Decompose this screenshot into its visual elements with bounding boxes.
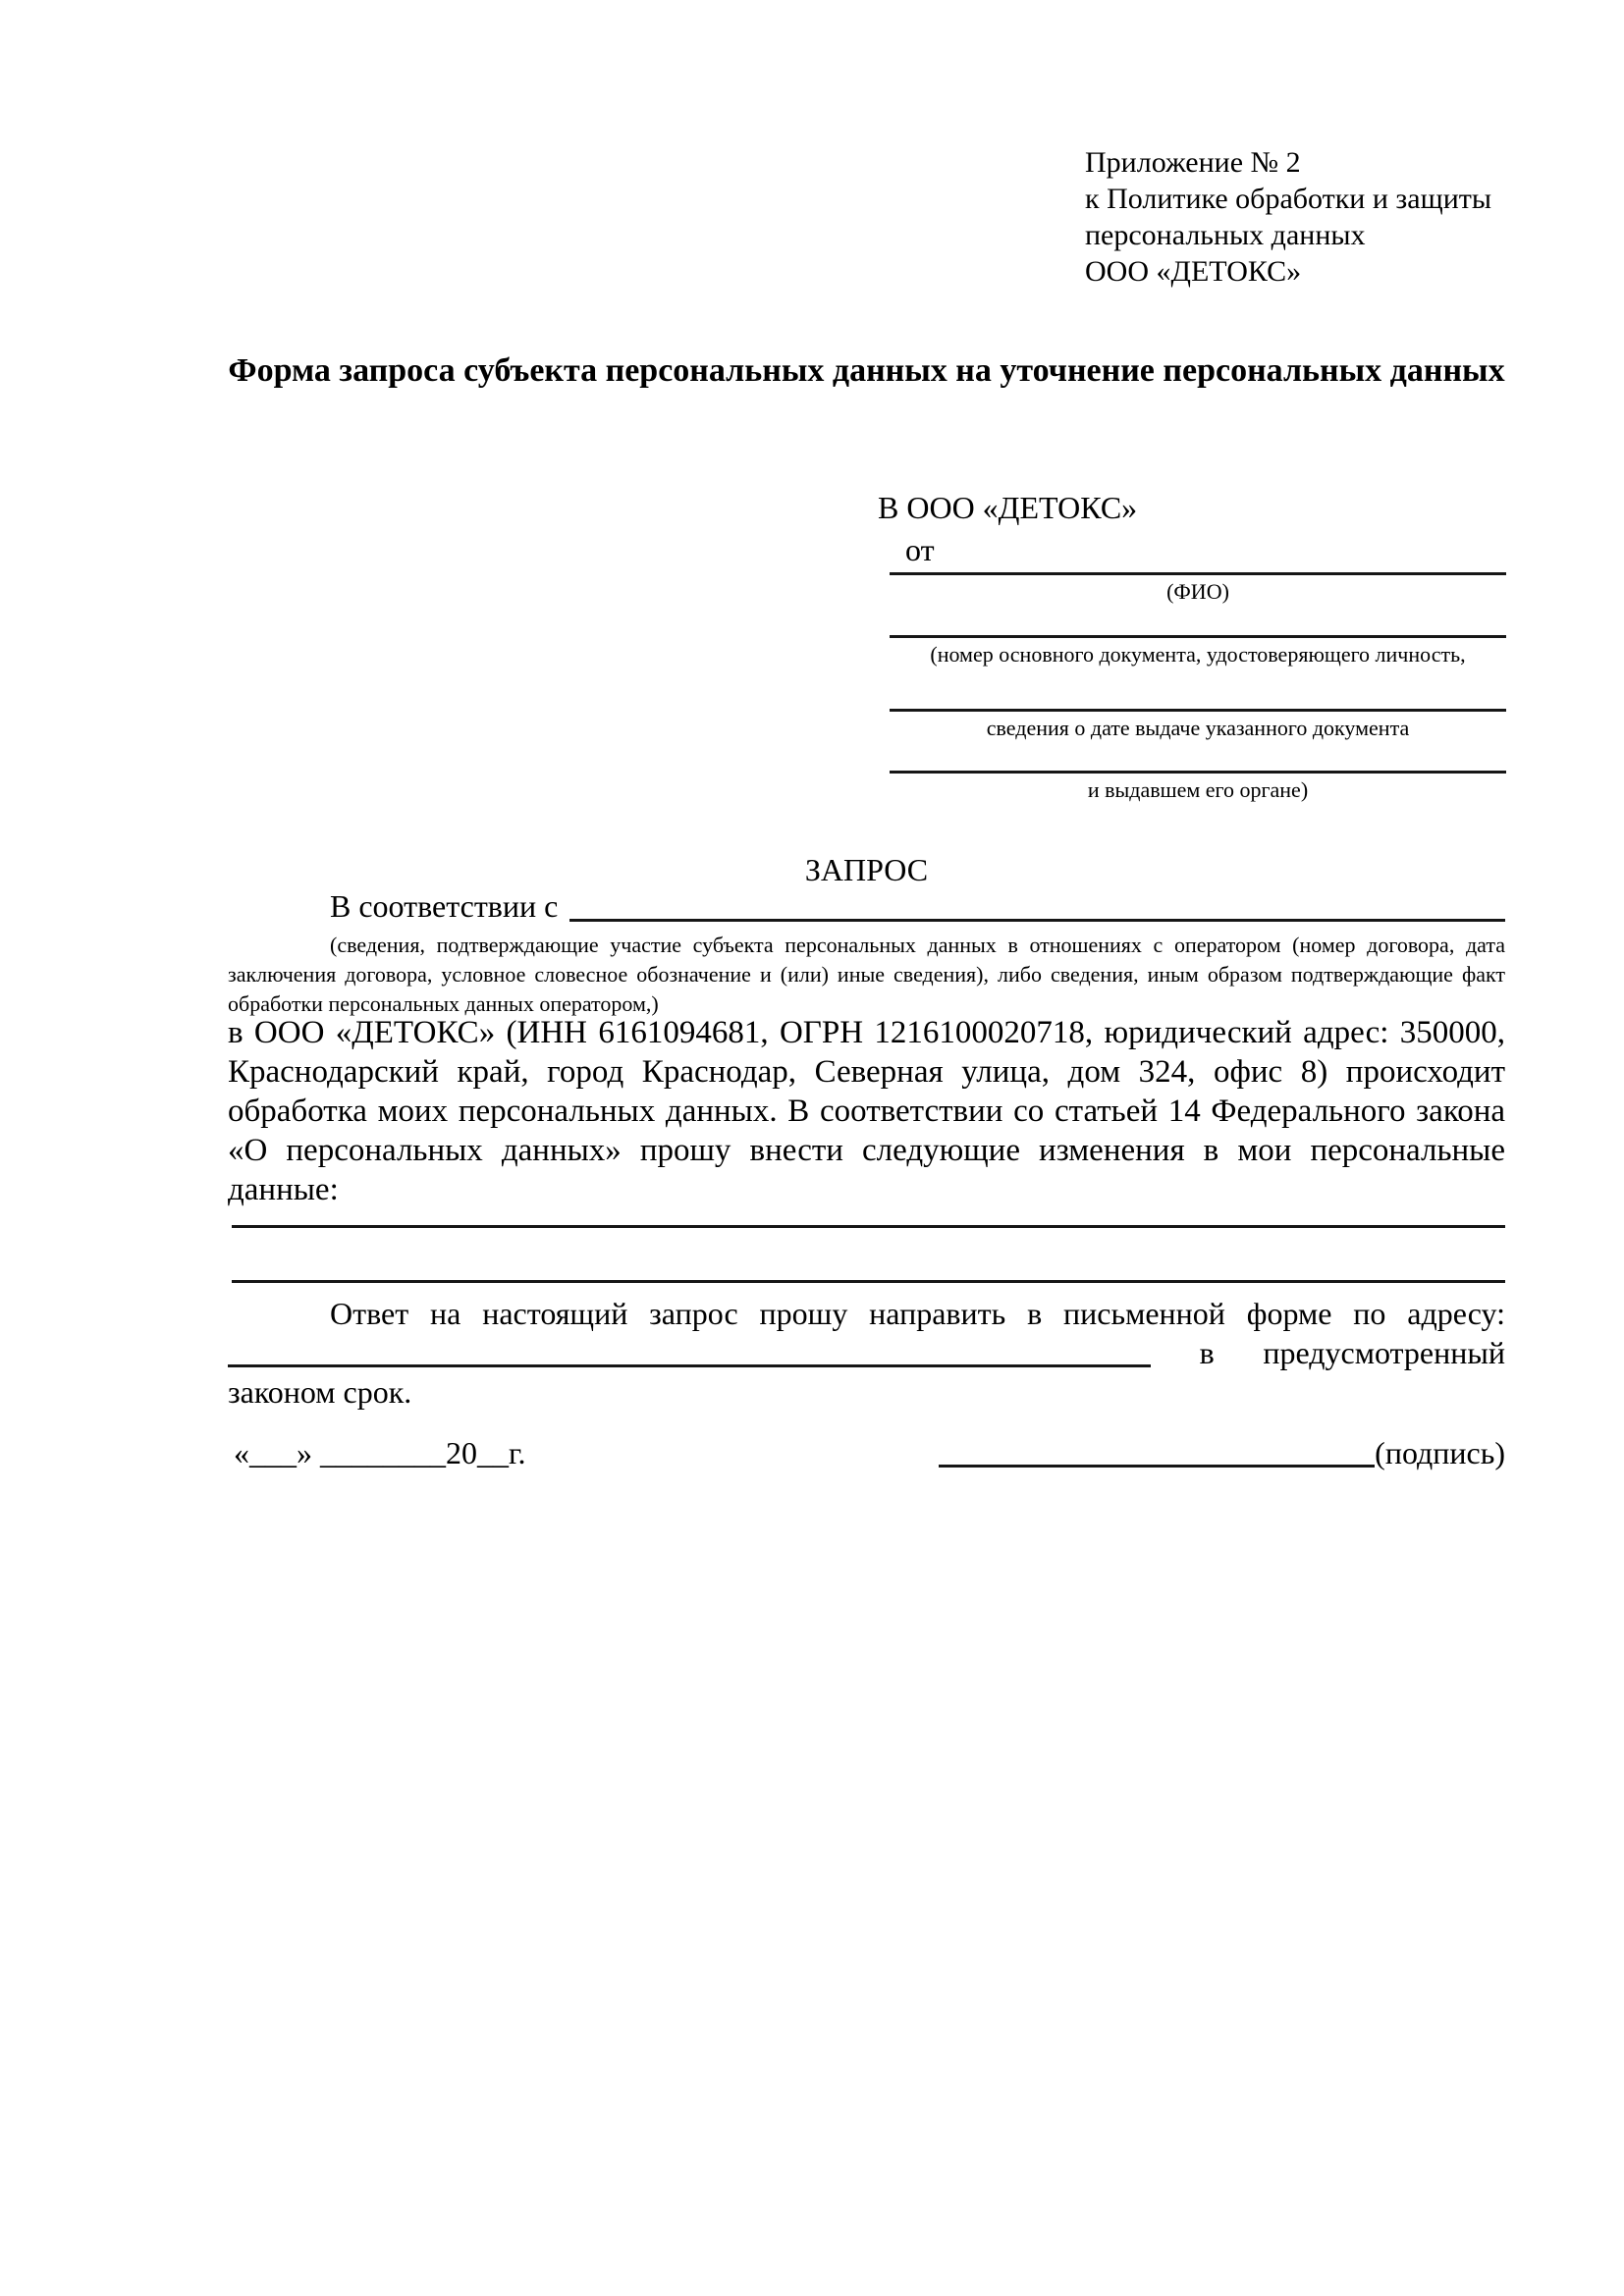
signature-write-line [939,1465,1375,1468]
document-number-write-line [890,635,1506,638]
appendix-header [1085,144,1491,290]
appendix-line: Приложение № 2 [1085,146,1301,179]
fio-caption: (ФИО) [1166,579,1229,604]
small-print-note: (сведения, подтверждающие участие субъекта персональных данных в отношениях с оператором (номер договора, дата заключения договора, условное словесное обозначение и (или) иные сведения), либо сведения, иным образом подтверждающие факт обработки персональных данных оператором,) [228,933,1505,1016]
fio-write-line [890,572,1506,575]
accordance-write-line [569,919,1505,922]
changes-write-line-2 [232,1280,1505,1283]
addressee-to: В ООО «ДЕТОКС» [878,490,1138,525]
request-heading: ЗАПРОС [804,852,929,887]
reply-line-3: законом срок. [228,1374,412,1410]
addressee-block [878,487,1137,571]
field-fio [890,572,1506,606]
field-issuing-authority [890,771,1506,804]
date-signature-row [228,1433,1505,1472]
accordance-row [228,886,1505,926]
reply-word-predusmotrennyj: предусмотренный [1263,1335,1505,1370]
issuing-authority-caption: и выдавшем его органе) [1087,777,1309,802]
issue-date-write-line [890,709,1506,712]
body-paragraph: в ООО «ДЕТОКС» (ИНН 6161094681, ОГРН 1216100020718, юридический адрес: 350000, Краснодарский край, город Краснодар, Северная улица, дом 324, офис 8) происходит обработка моих персональных данных. В соответствии со статьей 14 Федерального закона «О персональных данных» прошу внести следующие изменения в мои персональные данные: [228,1015,1505,1207]
signature-group [939,1433,1505,1472]
reply-line-1: Ответ на настоящий запрос прошу направить в письменной форме по адресу: [330,1296,1505,1331]
page-title: Форма запроса субъекта персональных данных на уточнение персональных данных [228,352,1505,389]
reply-line-2 [228,1333,1505,1372]
issue-date-caption: сведения о дате выдаче указанного документа [986,716,1410,740]
issuing-authority-write-line [890,771,1506,774]
signature-caption: (подпись) [1375,1435,1505,1470]
appendix-line: к Политике обработки и защиты [1085,183,1492,215]
accordance-prefix: В соответствии с [330,888,559,924]
field-issue-date [890,709,1506,742]
document-number-caption: (номер основного документа, удостоверяющего личность, [930,642,1466,667]
reply-paragraph [228,1294,1505,1412]
reply-word-v: в [1199,1335,1215,1370]
address-write-line [228,1364,1151,1367]
changes-write-line-1 [232,1225,1505,1228]
appendix-line: персональных данных [1085,219,1366,251]
date-blank: «___» ________20__г. [234,1435,526,1470]
appendix-line: ООО «ДЕТОКС» [1085,255,1302,288]
field-document-number [890,635,1506,668]
addressee-from-label: от [905,532,935,567]
